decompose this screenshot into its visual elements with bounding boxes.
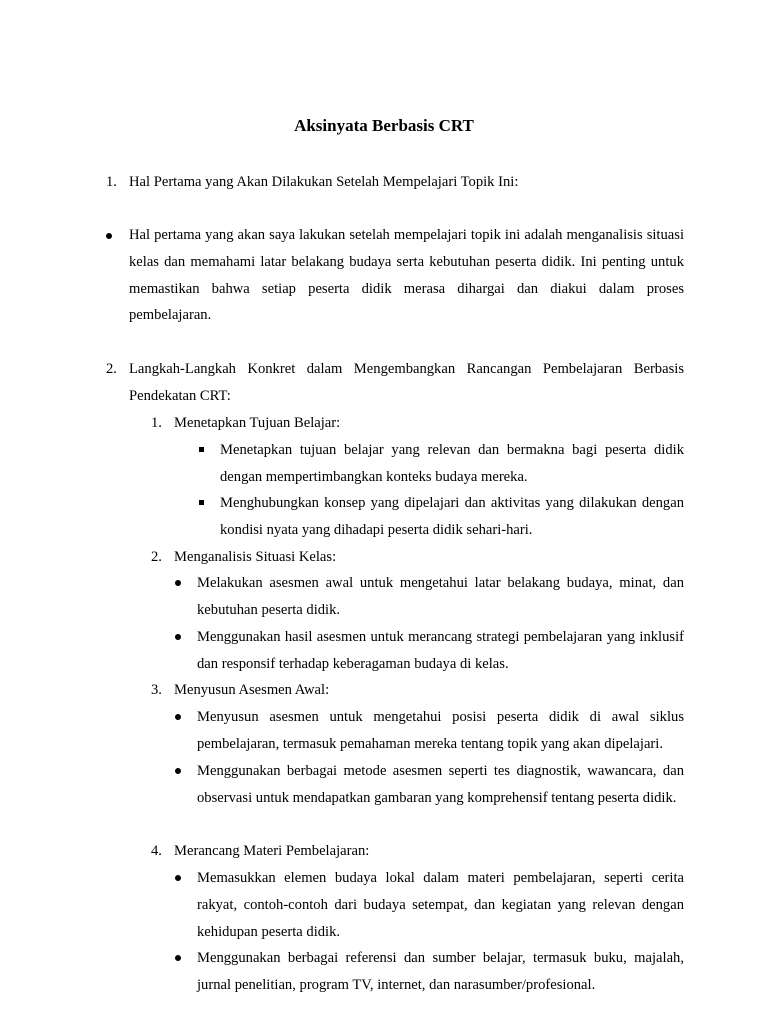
step-2-item-2-bullet-icon: [175, 634, 181, 640]
section-2-heading: Langkah-Langkah Konkret dalam Mengembangkan Rancangan Pembelajaran Berbasis Pendekatan CRT:: [129, 361, 684, 404]
step-3-item-1-bullet-icon: [175, 714, 181, 720]
step-1-heading: Menetapkan Tujuan Belajar:: [174, 415, 341, 431]
step-1-item-1: Menetapkan tujuan belajar yang relevan dan bermakna bagi peserta didik dengan mempertimbangkan konteks budaya mereka.: [220, 442, 684, 485]
step-4-heading: Merancang Materi Pembelajaran:: [174, 843, 370, 859]
step-3-item-2-bullet-icon: [175, 768, 181, 774]
step-2-number: 2.: [151, 549, 162, 565]
section-1-number: 1.: [106, 174, 117, 190]
step-4-item-2-bullet-icon: [175, 955, 181, 961]
step-1-number: 1.: [151, 415, 162, 431]
step-2-item-2: Menggunakan hasil asesmen untuk merancang strategi pembelajaran yang inklusif dan responsif terhadap keberagaman budaya di kelas.: [197, 629, 684, 672]
section-1-heading: Hal Pertama yang Akan Dilakukan Setelah Mempelajari Topik Ini:: [129, 174, 519, 190]
step-2-heading: Menganalisis Situasi Kelas:: [174, 549, 337, 565]
step-4-item-1: Memasukkan elemen budaya lokal dalam materi pembelajaran, seperti cerita rakyat, contoh-contoh dari budaya setempat, dan kegiatan yang relevan dengan kehidupan peserta didik.: [197, 870, 684, 940]
document-title: Aksinyata Berbasis CRT: [294, 116, 474, 135]
step-2-item-1-bullet-icon: [175, 580, 181, 586]
step-1-item-1-square-icon: [199, 447, 204, 452]
step-4-item-1-bullet-icon: [175, 875, 181, 881]
section-2-number: 2.: [106, 361, 117, 377]
step-3-heading: Menyusun Asesmen Awal:: [174, 682, 330, 698]
step-4-item-2: Menggunakan berbagai referensi dan sumber belajar, termasuk buku, majalah, jurnal penelitian, program TV, internet, dan narasumber/profesional.: [197, 950, 684, 993]
step-3-number: 3.: [151, 682, 162, 698]
step-3-item-1: Menyusun asesmen untuk mengetahui posisi peserta didik di awal siklus pembelajaran, termasuk pemahaman mereka tentang topik yang akan dipelajari.: [197, 709, 684, 752]
section-1-bullet-text: Hal pertama yang akan saya lakukan setelah mempelajari topik ini adalah menganalisis situasi kelas dan memahami latar belakang budaya serta kebutuhan peserta didik. Ini penting untuk memastikan bahwa setiap peserta didik merasa dihargai dan diakui dalam proses pembelajaran.: [129, 227, 684, 324]
step-1-item-2: Menghubungkan konsep yang dipelajari dan aktivitas yang dilakukan dengan kondisi nyata yang dihadapi peserta didik sehari-hari.: [220, 495, 684, 538]
step-1-item-2-square-icon: [199, 500, 204, 505]
step-2-item-1: Melakukan asesmen awal untuk mengetahui latar belakang budaya, minat, dan kebutuhan peserta didik.: [197, 575, 684, 618]
section-1-bullet-icon: [106, 233, 112, 239]
step-4-number: 4.: [151, 843, 162, 859]
step-3-item-2: Menggunakan berbagai metode asesmen seperti tes diagnostik, wawancara, dan observasi untuk mendapatkan gambaran yang komprehensif tentang peserta didik.: [197, 763, 684, 806]
